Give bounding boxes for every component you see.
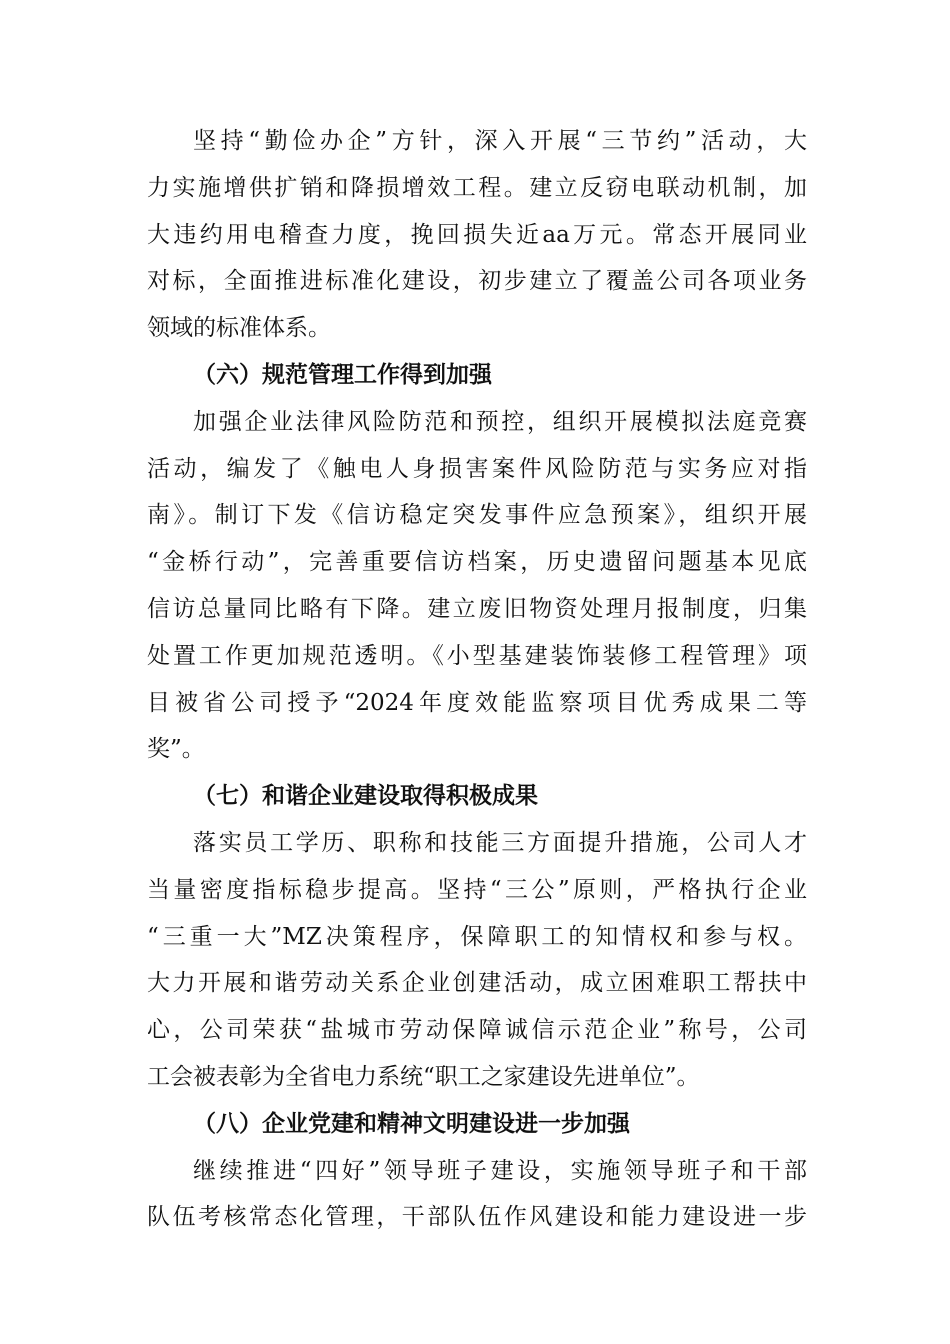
text-line: 对标，全面推进标准化建设，初步建立了覆盖公司各项业务: [147, 268, 807, 295]
text-line: 大违约用电稽查力度，挽回损失近aa万元。常态开展同业: [147, 221, 807, 248]
text-line: 队伍考核常态化管理，干部队伍作风建设和能力建设进一步: [147, 1204, 807, 1231]
text-line: 坚持“勤俭办企”方针，深入开展“三节约”活动，大: [193, 128, 807, 154]
text-line: 目被省公司授予“2024年度效能监察项目优秀成果二等: [147, 689, 807, 716]
section-heading-8: （八）企业党建和精神文明建设进一步加强: [193, 1109, 630, 1137]
text-line: 南》。制订下发《信访稳定突发事件应急预案》，组织开展: [147, 502, 807, 529]
text-line: 领域的标准体系。: [147, 315, 331, 342]
text-line: 力实施增供扩销和降损增效工程。建立反窃电联动机制，加: [147, 174, 807, 201]
text-line: “金桥行动”，完善重要信访档案，历史遗留问题基本见底: [147, 549, 807, 576]
document-body: [147, 118, 807, 1241]
section-heading-7: （七）和谐企业建设取得积极成果: [193, 782, 538, 810]
text-line: 心，公司荣获“盐城市劳动保障诚信示范企业”称号，公司: [147, 1017, 807, 1044]
section-heading-6: （六）规范管理工作得到加强: [193, 360, 492, 388]
text-line: “三重一大”MZ决策程序，保障职工的知情权和参与权。: [147, 923, 807, 950]
text-line: 处置工作更加规范透明。《小型基建装饰装修工程管理》项: [147, 642, 807, 669]
text-line: 活动，编发了《触电人身损害案件风险防范与实务应对指: [147, 455, 807, 482]
text-line: 工会被表彰为全省电力系统“职工之家建设先进单位”。: [147, 1063, 700, 1090]
paragraph-thrift: [147, 118, 807, 352]
paragraph-harmony: [147, 820, 807, 1101]
text-line: 加强企业法律风险防范和预控，组织开展模拟法庭竞赛: [193, 408, 807, 435]
text-line: 落实员工学历、职称和技能三方面提升措施，公司人才: [193, 829, 807, 856]
text-line: 继续推进“四好”领导班子建设，实施领导班子和干部: [193, 1157, 807, 1184]
text-line: 信访总量同比略有下降。建立废旧物资处理月报制度，归集: [147, 595, 807, 622]
text-line: 大力开展和谐劳动关系企业创建活动，成立困难职工帮扶中: [147, 970, 807, 997]
paragraph-management: [147, 399, 807, 773]
text-line: 当量密度指标稳步提高。坚持“三公”原则，严格执行企业: [147, 876, 807, 903]
text-line: 奖”。: [147, 736, 205, 763]
paragraph-party-building: [147, 1148, 807, 1242]
